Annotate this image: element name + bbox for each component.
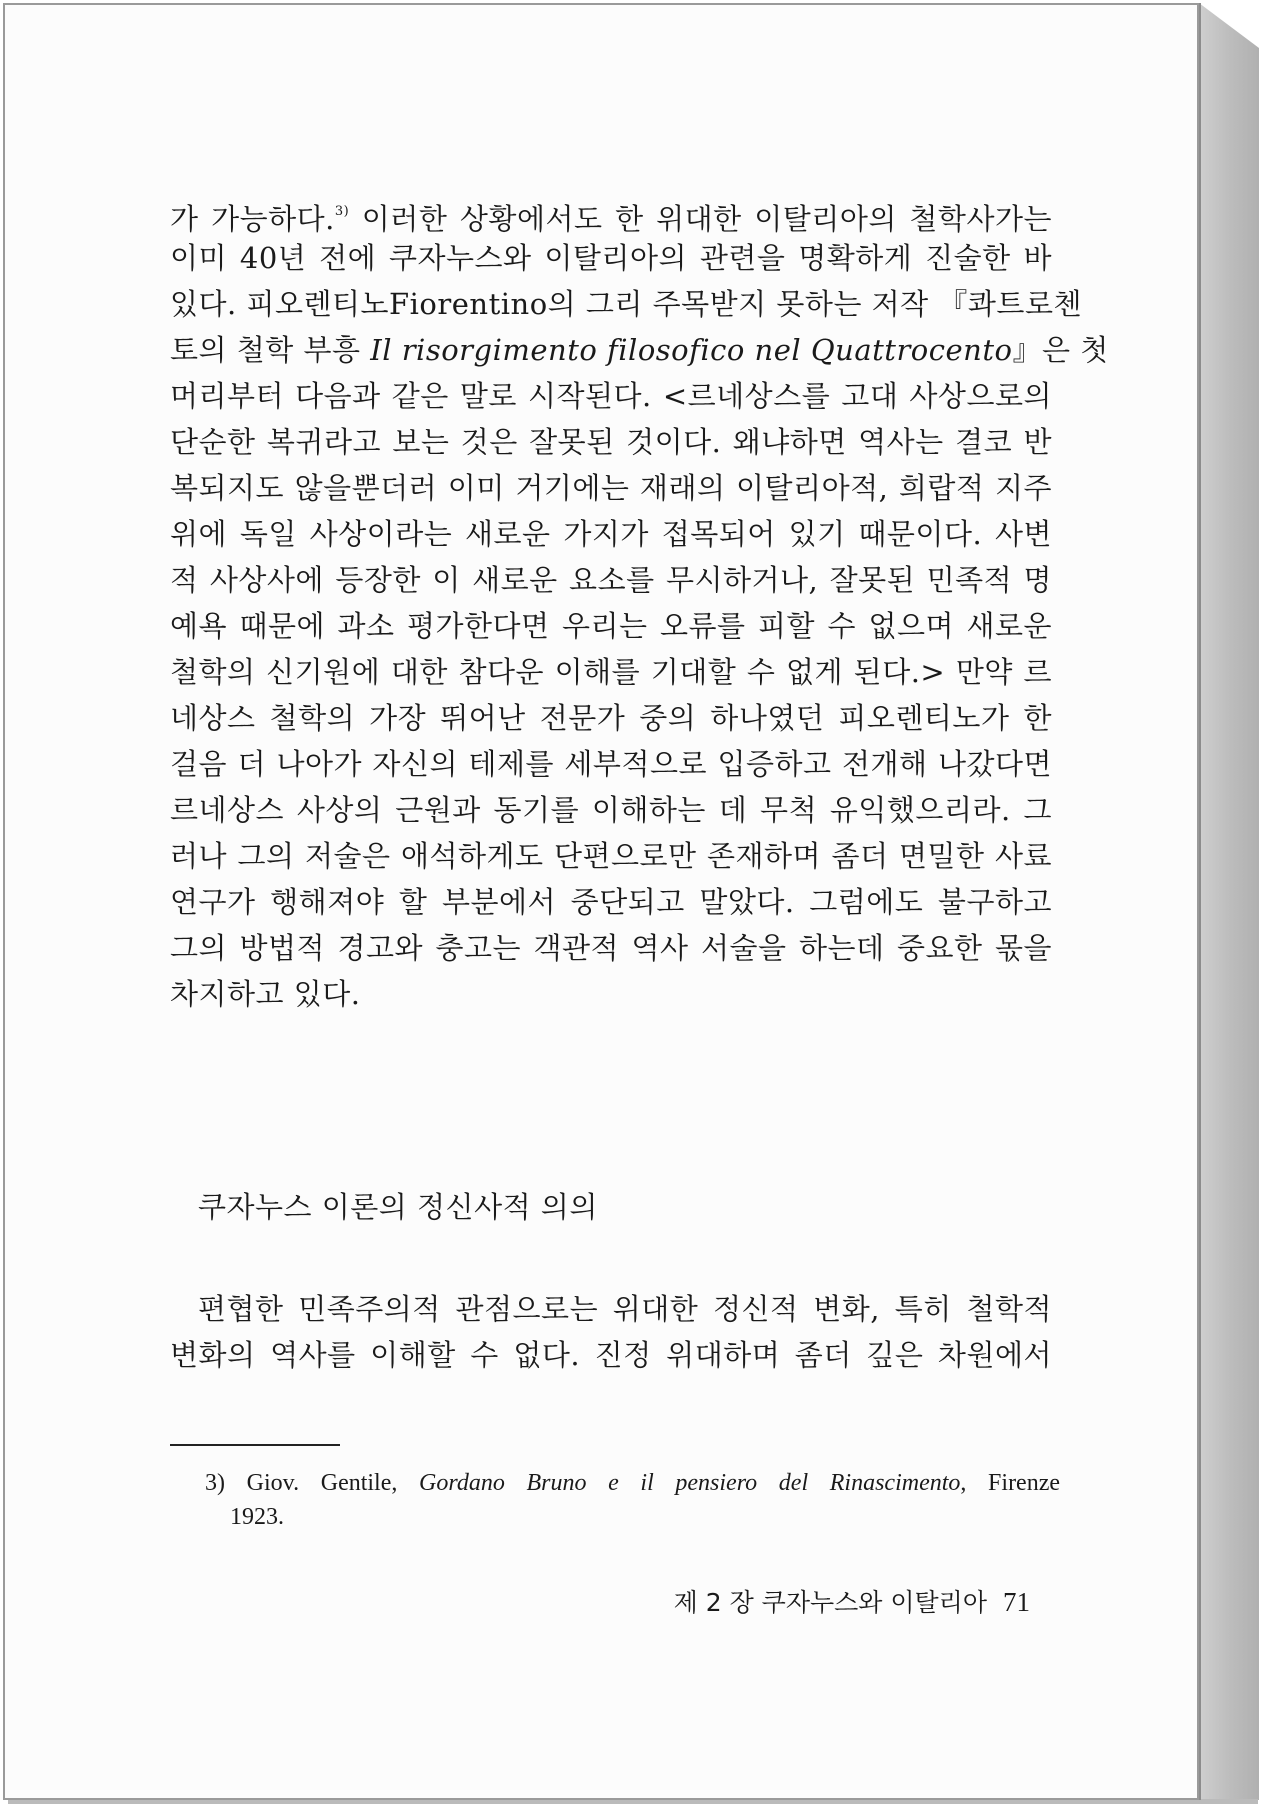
page-number: 71 bbox=[1003, 1587, 1030, 1617]
body-line-14: 르네상스 사상의 근원과 동기를 이해하는 데 무척 유익했으리라. 그 bbox=[170, 793, 1052, 827]
body-line-18: 차지하고 있다. bbox=[170, 977, 361, 1011]
body-line-10: 예욕 때문에 과소 평가한다면 우리는 오류를 피할 수 없으며 새로운 bbox=[170, 609, 1052, 643]
section-heading: 쿠자누스 이론의 정신사적 의의 bbox=[198, 1190, 598, 1224]
body-line-17: 그의 방법적 경고와 충고는 객관적 역사 서술을 하는데 중요한 몫을 bbox=[170, 931, 1052, 965]
body-line-text: 』은 첫 bbox=[1012, 333, 1109, 367]
body-line-text: 가 가능하다. bbox=[170, 202, 335, 236]
italic-book-title: Il risorgimento filosofico nel Quattrocento bbox=[370, 333, 1013, 367]
body-line-2: 이미 40년 전에 쿠자누스와 이탈리아의 관련을 명확하게 진술한 바 bbox=[170, 241, 1052, 275]
page-edge-line bbox=[1199, 3, 1201, 1800]
body-line-13: 걸음 더 나아가 자신의 테제를 세부적으로 입증하고 전개해 나갔다면 bbox=[170, 747, 1052, 781]
footnote-place: , Firenze bbox=[960, 1470, 1061, 1496]
footnote-reference: 3) bbox=[334, 204, 350, 219]
footnote-divider bbox=[170, 1444, 340, 1446]
footnote-line-1 bbox=[205, 1467, 1060, 1499]
footnote-title: Gordano Bruno e il pensiero del Rinascimento bbox=[419, 1470, 961, 1496]
footnote-year: 1923. bbox=[230, 1504, 284, 1530]
running-footer bbox=[660, 1585, 1030, 1620]
body-line-8: 위에 독일 사상이라는 새로운 가지가 접목되어 있기 때문이다. 사변 bbox=[170, 517, 1052, 551]
body-line-3: 있다. 피오렌티노Fiorentino의 그리 주목받지 못하는 저작 『콰트로첸 bbox=[170, 287, 1082, 321]
body-line-16: 연구가 행해져야 할 부분에서 중단되고 말았다. 그럼에도 불구하고 bbox=[170, 885, 1052, 919]
section-line-2: 변화의 역사를 이해할 수 없다. 진정 위대하며 좀더 깊은 차원에서 bbox=[170, 1338, 1052, 1372]
body-line-9: 적 사상사에 등장한 이 새로운 요소를 무시하거나, 잘못된 민족적 명 bbox=[170, 563, 1052, 597]
body-line-text: 이러한 상황에서도 한 위대한 이탈리아의 철학사가는 bbox=[349, 202, 1052, 236]
body-line-1 bbox=[170, 192, 1052, 236]
body-line-6: 단순한 복귀라고 보는 것은 잘못된 것이다. 왜냐하면 역사는 결코 반 bbox=[170, 425, 1052, 459]
body-line-11: 철학의 신기원에 대한 참다운 이해를 기대할 수 없게 된다.> 만약 르 bbox=[170, 655, 1052, 689]
body-line-12: 네상스 철학의 가장 뛰어난 전문가 중의 하나였던 피오렌티노가 한 bbox=[170, 701, 1052, 735]
footnote-author: Giov. Gentile, bbox=[246, 1470, 398, 1496]
section-line-1: 편협한 민족주의적 관점으로는 위대한 정신적 변화, 특히 철학적 bbox=[198, 1292, 1052, 1326]
body-line-5: 머리부터 다음과 같은 말로 시작된다. <르네상스를 고대 사상으로의 bbox=[170, 379, 1052, 413]
footnote-number: 3) bbox=[205, 1470, 225, 1496]
chapter-title: 제 2 장 쿠자누스와 이탈리아 bbox=[673, 1588, 987, 1617]
body-line-text: 토의 철학 부흥 bbox=[170, 333, 371, 367]
body-line-4 bbox=[170, 330, 1109, 370]
body-line-15: 러나 그의 저술은 애석하게도 단편으로만 존재하며 좀더 면밀한 사료 bbox=[170, 839, 1052, 873]
body-line-7: 복되지도 않을뿐더러 이미 거기에는 재래의 이탈리아적, 희랍적 지주 bbox=[170, 471, 1052, 505]
page-stack-edge bbox=[1199, 3, 1259, 1800]
